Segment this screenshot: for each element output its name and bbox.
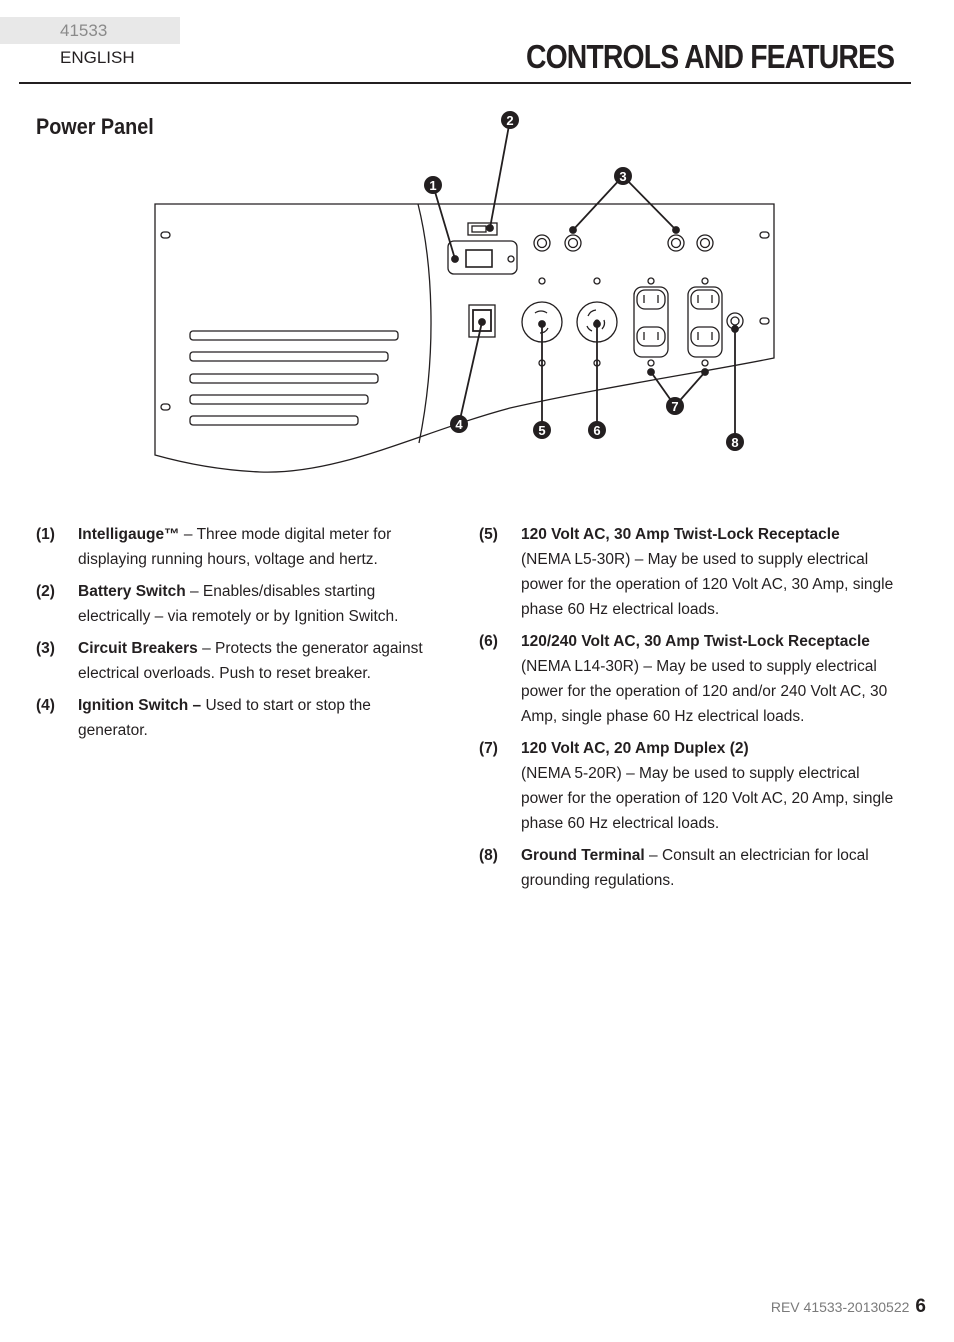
item-description: – Three mode digital meter for displaying running hours, voltage and hertz. [78,526,392,568]
item-description: – Enables/disables starting electrically – via remotely or by Ignition Switch. [78,583,399,625]
duplex-outlet [688,287,722,357]
item-description: Used to start or stop the generator. [78,697,371,739]
item-term: Intelligauge™ [78,526,180,543]
svg-text:2: 2 [506,113,514,128]
callout-2 [501,111,519,129]
callout-7 [666,397,684,415]
svg-text:7: 7 [671,399,679,414]
item-number: (4) [36,697,55,714]
callout-6 [588,421,606,439]
svg-text:3: 3 [619,169,627,184]
item-term: Ground Terminal [521,847,645,864]
callout-8 [726,433,744,451]
callout-4 [450,415,468,433]
power-panel-diagram [0,100,954,490]
item-term: 120 Volt AC, 30 Amp Twist-Lock Receptacle [521,526,840,543]
item-description: (NEMA L14-30R) – May be used to supply electrical power for the operation of 120 and/or 240 Volt AC, 30 Amp, single phase 60 Hz electrical loads. [521,658,888,725]
circuit-breaker [668,235,684,251]
item-description: – Consult an electrician for local grounding regulations. [521,847,869,889]
section-title: Power Panel [36,114,154,139]
vent-slot [190,416,358,425]
vent-slot [190,352,388,361]
vent-slot [190,395,368,404]
mount-slot [760,318,769,324]
circuit-breaker [697,235,713,251]
features-list-left [36,522,436,750]
svg-text:1: 1 [429,178,437,193]
vent-slot [190,374,378,383]
item-description: – Protects the generator against electrical overloads. Push to reset breaker. [78,640,423,682]
header-rule [19,82,911,84]
item-term: 120 Volt AC, 20 Amp Duplex (2) [521,740,749,757]
revision-label: REV 41533-20130522 [770,1299,910,1315]
language-label: ENGLISH [60,48,135,67]
svg-text:4: 4 [455,417,463,432]
duplex-outlet [634,287,668,357]
feature-item-7 [479,736,904,836]
feature-item-2 [36,579,436,629]
mount-slot [760,232,769,238]
doc-number: 41533 [60,21,108,40]
feature-item-5 [479,522,904,622]
callout-1 [424,176,442,194]
item-description: (NEMA 5-20R) – May be used to supply electrical power for the operation of 120 Volt AC, 20 Amp, single phase 60 Hz electrical loads. [521,765,894,832]
item-number: (8) [479,847,498,864]
svg-text:5: 5 [538,423,546,438]
mount-slot [161,404,170,410]
circuit-breaker [534,235,550,251]
feature-item-6 [479,629,904,729]
callout-3 [614,167,632,185]
vent-slot [190,331,398,340]
svg-text:8: 8 [731,435,739,450]
features-list-right [479,522,904,900]
callout-5 [533,421,551,439]
item-number: (6) [479,633,498,650]
item-term: 120/240 Volt AC, 30 Amp Twist-Lock Receptacle [521,633,870,650]
svg-text:6: 6 [593,423,601,438]
feature-item-8 [479,843,904,893]
page-title: CONTROLS AND FEATURES [525,38,894,75]
item-description: (NEMA L5-30R) – May be used to supply electrical power for the operation of 120 Volt AC, 30 Amp, single phase 60 Hz electrical loads. [521,551,894,618]
item-term: Battery Switch [78,583,186,600]
item-number: (7) [479,740,498,757]
item-number: (3) [36,640,55,657]
circuit-breaker [565,235,581,251]
item-number: (5) [479,526,498,543]
item-number: (2) [36,583,55,600]
item-term: Ignition Switch – [78,697,202,714]
item-number: (1) [36,526,55,543]
mount-slot [161,232,170,238]
feature-item-1 [36,522,436,572]
panel-divider [418,204,431,443]
feature-item-3 [36,636,436,686]
item-term: Circuit Breakers [78,640,198,657]
page-footer [771,1296,926,1318]
panel-outline [155,204,774,472]
page-number: 6 [915,1296,926,1317]
feature-item-4 [36,693,436,743]
language-tag [0,17,180,67]
